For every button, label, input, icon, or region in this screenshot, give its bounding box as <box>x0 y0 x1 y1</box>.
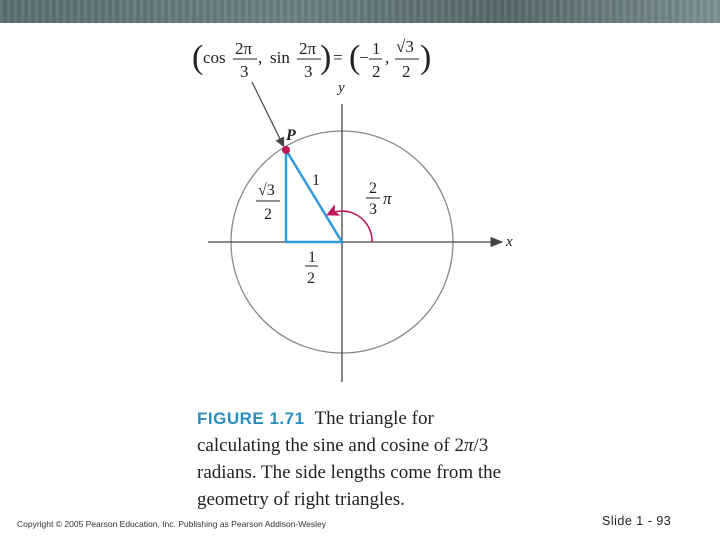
caption-text-2b: /3 <box>473 435 489 456</box>
sin-frac-den: 3 <box>304 62 313 81</box>
hypotenuse-label: 1 <box>312 172 320 189</box>
caption-line-4: geometry of right triangles. <box>197 489 405 510</box>
caption-line-3: radians. The side lengths come from the <box>197 462 502 483</box>
x-frac-num: 1 <box>372 39 381 58</box>
figure-caption <box>197 405 557 513</box>
y-frac-num: √3 <box>396 37 414 56</box>
figure-label: FIGURE 1.71 <box>197 409 305 428</box>
left-paren-2: ( <box>349 39 361 76</box>
slide-number: Slide 1 - 93 <box>602 514 672 528</box>
horizontal-side-den: 2 <box>307 270 315 287</box>
caption-pi: π <box>463 435 474 456</box>
angle-label-num: 2 <box>369 180 377 197</box>
minus-sign: − <box>359 48 369 67</box>
point-p-label: P <box>286 127 296 144</box>
cos-frac-den: 3 <box>240 62 249 81</box>
y-axis-label: y <box>338 80 345 96</box>
sin-label: sin <box>270 48 290 67</box>
point-p <box>282 146 290 154</box>
vertical-side-den: 2 <box>264 206 272 223</box>
right-triangle <box>286 150 342 242</box>
vertical-side-num: √3 <box>258 182 275 199</box>
equals-sign: = <box>333 48 343 67</box>
cos-label: cos <box>203 48 226 67</box>
angle-label-pi: π <box>383 189 392 208</box>
pointer-line <box>252 82 283 145</box>
y-frac-den: 2 <box>402 62 411 81</box>
cos-frac-num: 2π <box>235 39 253 58</box>
caption-line-2 <box>197 432 557 459</box>
angle-arc <box>329 211 372 242</box>
right-paren-2: ) <box>420 39 432 76</box>
caption-line-1 <box>197 405 557 432</box>
comma-2: , <box>385 48 390 67</box>
x-axis-label: x <box>506 234 513 250</box>
caption-text-2: calculating the sine and cosine of 2 <box>197 435 464 456</box>
right-paren-1: ) <box>320 39 332 76</box>
copyright-notice: Copyright © 2005 Pearson Education, Inc. Publishing as Pearson Addison-Wesley <box>17 519 326 529</box>
caption-text-1: The triangle for <box>314 408 434 429</box>
sin-frac-num: 2π <box>299 39 317 58</box>
comma-1: , <box>258 48 263 67</box>
angle-label-den: 3 <box>369 201 377 218</box>
left-paren: ( <box>192 39 204 76</box>
x-frac-den: 2 <box>372 62 381 81</box>
horizontal-side-num: 1 <box>308 249 316 266</box>
coordinate-equation <box>192 37 431 81</box>
